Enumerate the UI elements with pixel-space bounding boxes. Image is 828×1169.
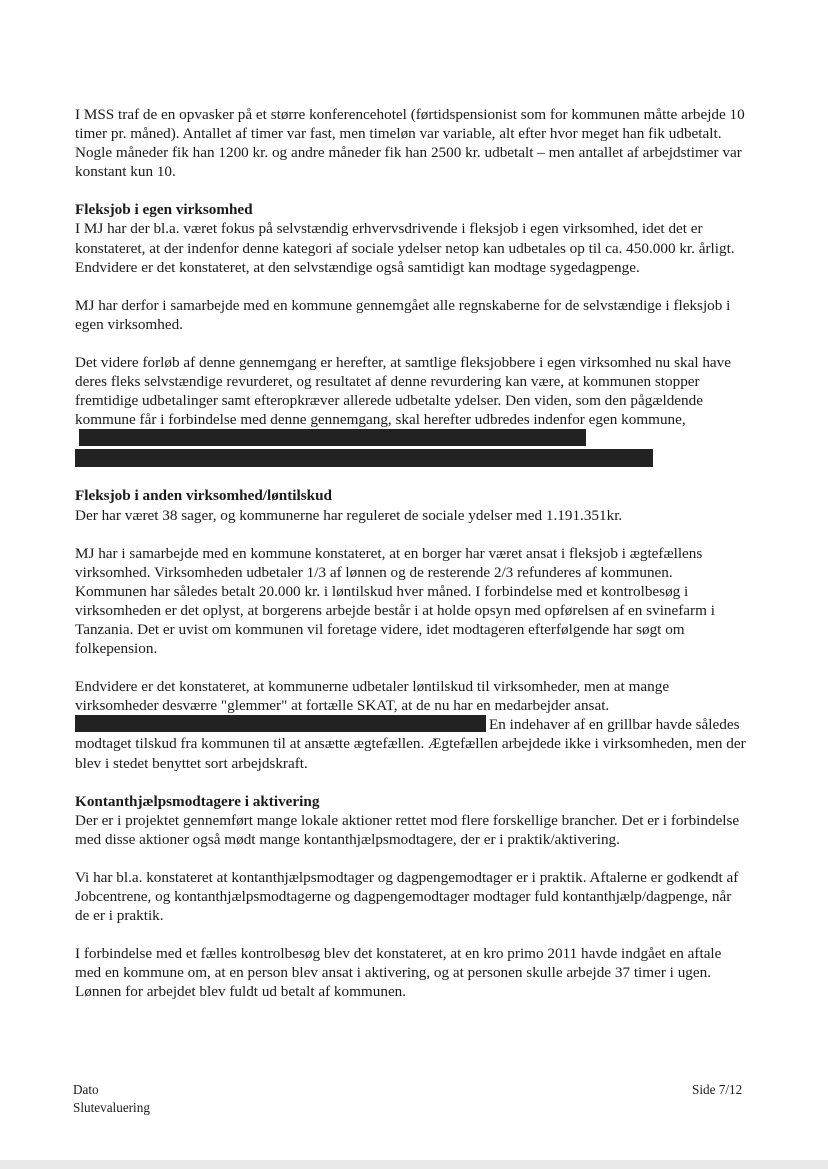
scan-bottom-edge — [0, 1160, 828, 1169]
redaction-bar — [75, 715, 486, 732]
paragraph-aegtefaelle-virksomhed: MJ har i samarbejde med en kommune konstateret, at en borger har været ansat i fleksjob i ægtefællens virksomhed. Virksomheden udbetaler 1/3 af lønnen og de resterende 2/3 refunderes af kommunen. Kommunen har således betalt 20.000 kr. i løntilskud hver måned. I forbindelse med et kontrolbesøg i virksomheden er det oplyst, at borgerens arbejde består i at holde opsyn med opførelsen af en svinefarm i Tanzania. Det er uvist om kommunen vil foretage videre, idet modtageren efterfølgende har søgt om folkepension. — [75, 544, 715, 658]
paragraph-mss: I MSS traf de en opvasker på et større konferencehotel (førtidspensionist som for kommunen måtte arbejde 10 timer pr. måned). Antallet af timer var fast, men timeløn var variable, alt efter hvor meget han fik udbetalt. Nogle måneder fik han 1200 kr. og andre måneder fik han 2500 kr. udbetalt – men antallet af arbejdstimer var konstant kun 10. — [75, 106, 745, 181]
paragraph-loentilskud-skat — [75, 677, 747, 772]
paragraph-mj-fokus: I MJ har der bl.a. været fokus på selvstændig erhvervsdrivende i fleksjob i egen virksomhed, idet det er konstateret, at der indenfor denne kategori af sociale ydelser netop kan udbetales op til ca. 450.000 kr. årligt. Endvidere er det konstateret, at den selvstændige også samtidigt kan modtage sygedagpenge. — [75, 220, 735, 276]
paragraph-mj-samarbejde: MJ har derfor i samarbejde med en kommune gennemgået alle regnskaberne for de selvstændige i fleksjob i egen virksomhed. — [75, 296, 731, 333]
heading-fleksjob-egen-virksomhed: Fleksjob i egen virksomhed — [75, 201, 253, 219]
paragraph-lokale-aktioner: Der er i projektet gennemført mange lokale aktioner rettet mod flere forskellige brancher. Det er i forbindelse med disse aktioner også mødt mange kontanthjælpsmodtagere, der er i praktik/aktivering. — [75, 811, 740, 848]
footer-left — [73, 1081, 150, 1116]
paragraph-loentilskud-text-b: En indehaver af en grillbar havde således modtaget tilskud fra kommunen til at ansætte ægtefællen. Ægtefællen arbejdede ikke i virksomheden, men der blev i stedet benyttet sort arbejdskraft. — [75, 716, 746, 772]
paragraph-loentilskud-text-a: Endvidere er det konstateret, at kommunerne udbetaler løntilskud til virksomheder, men at mange virksomheder desværre "glemmer" at fortælle SKAT, at de nu har en medarbejder ansat. — [75, 678, 670, 715]
redaction-bar — [79, 429, 586, 446]
footer-date-label: Dato — [73, 1082, 99, 1097]
paragraph-videre-forloeb-text: Det videre forløb af denne gennemgang er herefter, at samtlige fleksjobbere i egen virksomhed nu skal have deres fleks selvstændige revurderet, og resultatet af denne revurdering kan være, at kommunen stopper fremtidige udbetalinger samt efteropkræver allerede udbetalte ydelser. Den viden, som den pågældende kommune får i forbindelse med denne gennemgang, skal herefter udbredes indenfor egen kommune, — [75, 353, 731, 429]
document-body — [75, 105, 747, 1020]
paragraph-videre-forloeb — [75, 353, 747, 467]
paragraph-praktik: Vi har bl.a. konstateret at kontanthjælpsmodtager og dagpengemodtager er i praktik. Aftalerne er godkendt af Jobcentrene, og kontanthjælpsmodtagerne og dagpengemodtager modtager fuld kontanthjælp/dagpenge, når de er i praktik. — [75, 868, 739, 925]
footer-page-number: Side 7/12 — [692, 1082, 743, 1097]
paragraph-kro-kontrolbesoeg: I forbindelse med et fælles kontrolbesøg blev det konstateret, at en kro primo 2011 havde indgået en aftale med en kommune om, at en person blev ansat i aktivering, og at personen skulle arbejde 37 timer i ugen. Lønnen for arbejdet blev fuldt ud betalt af kommunen. — [75, 945, 722, 1001]
heading-kontanthjaelp-aktivering: Kontanthjælpsmodtagere i aktivering — [75, 792, 320, 810]
redaction-bar — [75, 449, 653, 467]
heading-fleksjob-anden-virksomhed: Fleksjob i anden virksomhed/løntilskud — [75, 487, 332, 505]
paragraph-38-sager: Der har været 38 sager, og kommunerne har reguleret de sociale ydelser med 1.191.351kr. — [75, 506, 623, 524]
footer-document-name: Slutevaluering — [73, 1099, 150, 1115]
